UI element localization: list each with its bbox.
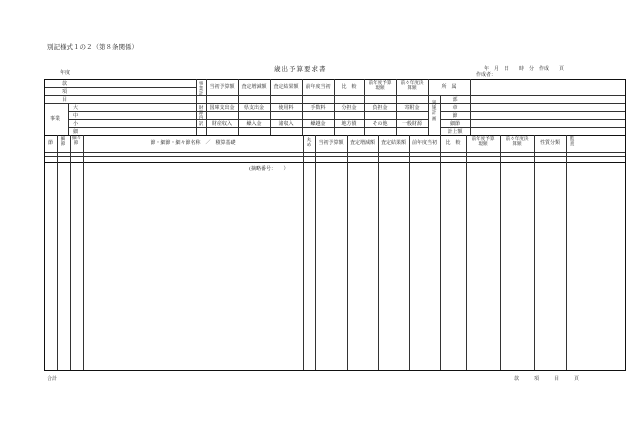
col-saisaisetsu: 細々節 xyxy=(72,136,82,147)
s2-c1: 国庫支出金 xyxy=(209,105,235,111)
s2-c2: 県支出金 xyxy=(243,105,264,111)
rb-item-saisetsu: 細節 xyxy=(449,121,460,127)
s2-c3: 使用料 xyxy=(278,105,294,111)
s3-c2: 繰入金 xyxy=(246,121,262,127)
col-zenzen-kessan: 前々年度決算額 xyxy=(505,137,529,148)
s2-c6: 負担金 xyxy=(372,105,388,111)
s1-c2: 査定増減額 xyxy=(241,84,267,90)
dai-label: 大 xyxy=(73,105,79,111)
moku-label: 目 xyxy=(62,97,68,103)
col-setsu: 節 xyxy=(47,140,53,146)
s1-c5: 比 較 xyxy=(341,84,357,90)
s1-c6: 前年度予算現額 xyxy=(368,81,392,92)
col-tosho: 当初予算額 xyxy=(318,140,344,146)
s3-c6: その他 xyxy=(372,121,388,127)
s3-c1: 財産収入 xyxy=(211,121,232,127)
shozoku-label: 所 属 xyxy=(441,84,457,90)
col-name: 節・細節・細々節名称 ／ 積算基礎 xyxy=(150,140,236,146)
jigyo-label: 事業 xyxy=(50,116,61,122)
total-label: 合計 xyxy=(47,376,58,382)
col-seishitsu: 性質分類 xyxy=(539,140,560,146)
form-reference: 別記様式１の２（第８条関係） xyxy=(47,43,138,51)
s3-c3: 諸収入 xyxy=(278,121,294,127)
author-label: 作成者： xyxy=(476,72,497,78)
ko-label: 項 xyxy=(62,89,68,95)
col-kansa: 監査 xyxy=(569,137,575,148)
rb-item-sho: 章 xyxy=(452,105,458,111)
s3-c4: 繰越金 xyxy=(310,121,326,127)
col-zennendo: 前年度当初 xyxy=(411,140,437,146)
page-title: 歳出予算要求書 xyxy=(274,65,327,73)
sho-label: 小 xyxy=(73,121,79,127)
abbrev-number-note: (摘略番号： ） xyxy=(249,166,289,172)
col-zogen: 査定増減額 xyxy=(349,140,375,146)
col-maru: 丸め xyxy=(306,138,312,149)
s2-c4: 手数料 xyxy=(310,105,326,111)
creation-date-line: 年 月 日 時 分 作成 頁 xyxy=(484,66,565,72)
fiscal-year-label: 年度 xyxy=(60,70,71,76)
col-zennendo-yosan: 前年度予算現額 xyxy=(471,137,495,148)
s1-c1: 当初予算額 xyxy=(209,84,235,90)
page-info: 款 項 目 頁 xyxy=(514,376,580,382)
s3-c5: 地方債 xyxy=(341,121,357,127)
rb-item-setsu: 節 xyxy=(452,113,458,119)
jigyokei-label: 事業計 xyxy=(198,82,204,98)
s2-c7: 寄附金 xyxy=(404,105,420,111)
col-hikaku: 比 較 xyxy=(445,140,461,146)
kan-label: 款 xyxy=(62,81,68,87)
saimoku-label: 細 xyxy=(73,129,79,135)
chu-label: 中 xyxy=(73,113,79,119)
s2-c5: 分担金 xyxy=(341,105,357,111)
rb-item-keijo: 計上額 xyxy=(447,129,463,135)
jisshi-label: 実施計画 xyxy=(431,101,437,122)
col-kekka: 査定結果額 xyxy=(380,140,406,146)
s1-c4: 前年度当初 xyxy=(305,84,331,90)
col-saisetsu: 細節 xyxy=(60,137,66,148)
s1-c3: 査定結果額 xyxy=(273,84,299,90)
zaigen-label: 財源内訳 xyxy=(198,106,204,127)
s1-c7: 前々年度決算額 xyxy=(400,81,424,92)
rb-item-bu: 部 xyxy=(452,97,458,103)
s3-c7: 一般財源 xyxy=(401,121,422,127)
